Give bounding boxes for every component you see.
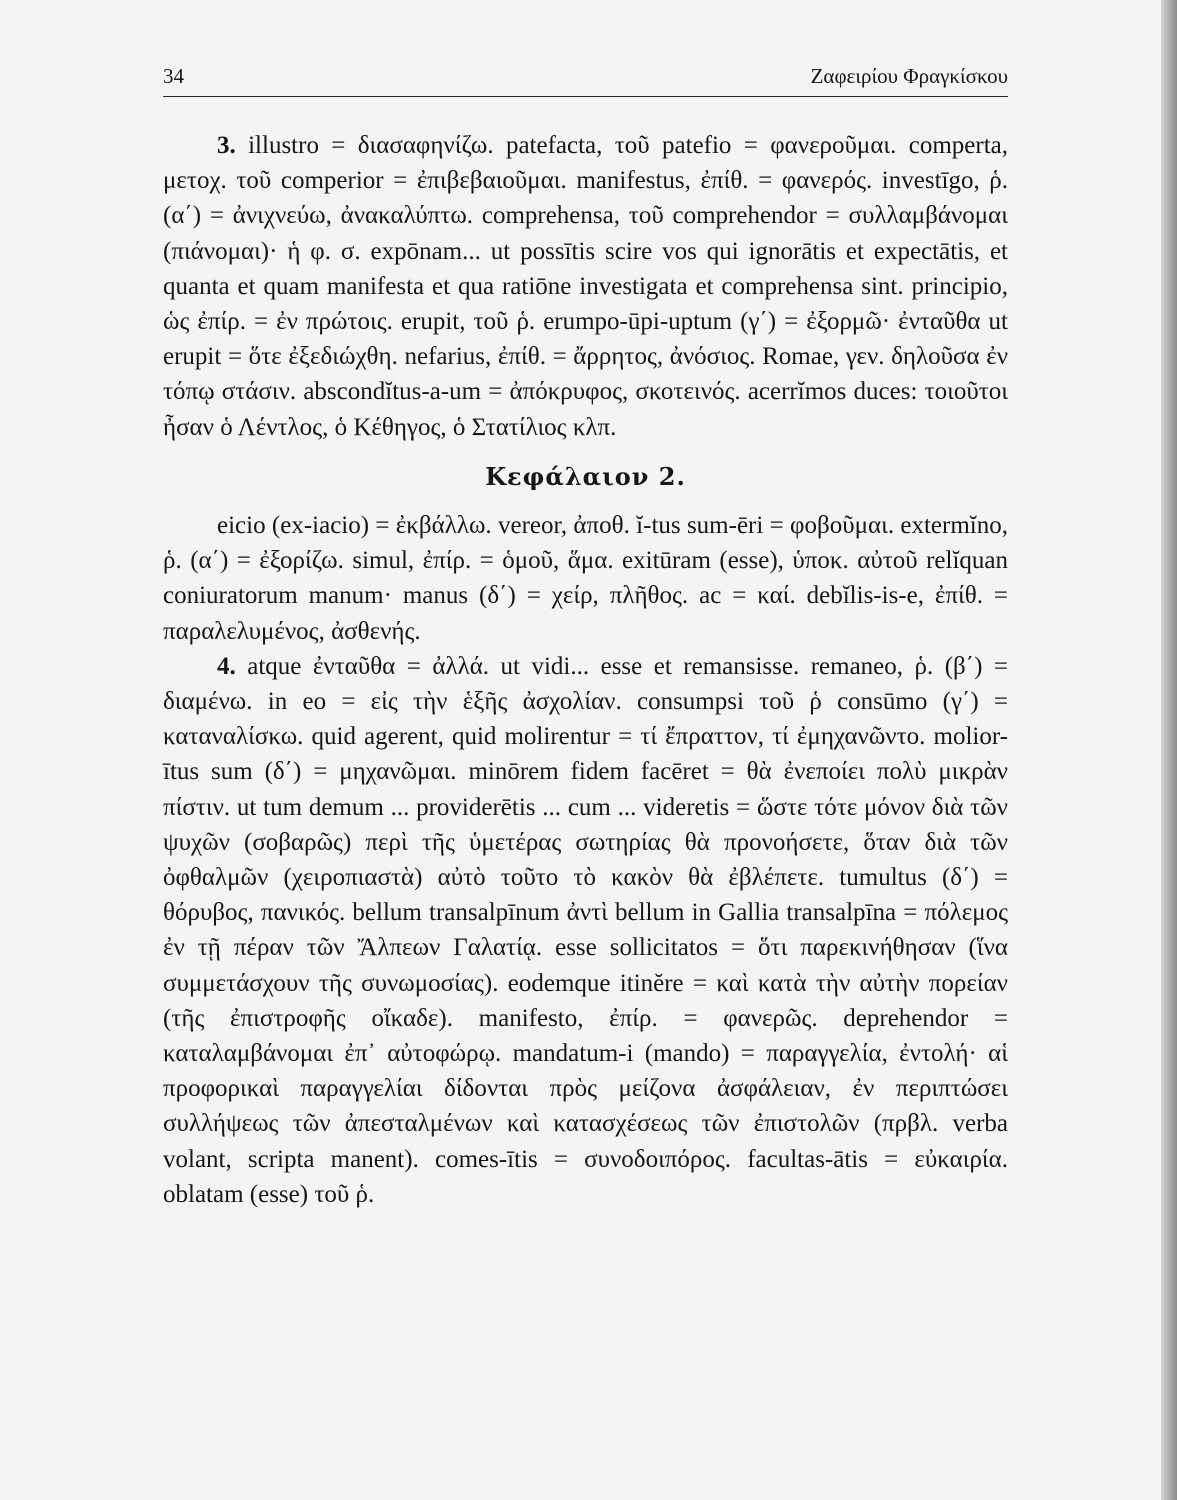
chapter-intro-paragraph: eicio (ex-iacio) = ἐκβάλλω. vereor, ἀποθ. ĭ-tus sum-ēri = φοβοῦμαι. extermĭno, ῥ. (α΄) = ἐξορίζω. simul, ἐπίρ. = ὁμοῦ, ἅμα. exitūram (esse), ὑποκ. αὐτοῦ relĭquan coniuratorum manum· manus (δ΄) = χείρ, πλῆθος. ac = καί. debĭlis-is-e, ἐπίθ. = παραλελυμένος, ἀσθενής. (163, 512, 1008, 645)
section-4-label: 4. (217, 652, 236, 680)
page-body (163, 128, 1008, 1212)
section-4-text: atque ἐνταῦθα = ἀλλά. ut vidi... esse et remansisse. remaneo, ῥ. (β΄) = διαμένω. in eo = εἰς τὴν ἑξῆς ἀσχολίαν. consumpsi τοῦ ῥ consūmo (γ΄) = καταναλίσκω. quid agerent, quid molirentur = τί ἔπραττον, τί ἐμηχανῶντο. molior-ītus sum (δ΄) = μηχανῶμαι. minōrem fidem facēret = θὰ ἐνεποίει πολὺ μικρὰν πίστιν. ut tum demum ... providerētis ... cum ... videretis = ὥστε τότε μόνον διὰ τῶν ψυχῶν (σοβαρῶς) περὶ τῆς ὑμετέρας σωτηρίας θὰ προνοήσετε, ὅταν διὰ τῶν ὀφθαλμῶν (χειροπιαστὰ) αὐτὸ τοῦτο τὸ κακὸν θὰ ἐβλέπετε. tumultus (δ΄) = θόρυβος, πανικός. bellum transalpīnum ἀντὶ bellum in Gallia transalpīna = πόλεμος ἐν τῇ πέραν τῶν Ἄλπεων Γαλατίᾳ. esse sollicitatos = ὅτι παρεκινήθησαν (ἵνα συμμετάσχουν τῆς συνωμοσίας). eodemque itinĕre = καὶ κατὰ τὴν αὐτὴν πορείαν (τῆς ἐπιστροφῆς οἴκαδε). manifesto, ἐπίρ. = φανερῶς. deprehendor = καταλαμβάνομαι ἐπ᾽ αὐτοφώρῳ. mandatum-i (mando) = παραγγελία, ἐντολή· αἱ προφορικαὶ παραγγελίαι δίδονται πρὸς μείζονα ἀσφάλειαν, ἐν περιπτώσει συλλήψεως τῶν ἀπεσταλμένων καὶ κατασχέσεως τῶν ἐπιστολῶν (πρβλ. verba volant, scripta manent). comes-ītis = συνοδοιπόρος. facultas-ātis = εὐκαιρία. oblatam (esse) τοῦ ῥ. (163, 652, 1008, 1208)
section-3-label: 3. (217, 132, 236, 159)
book-title: Ζαφειρίου Φραγκίσκου (810, 64, 1008, 88)
section-4-paragraph (163, 649, 1008, 1212)
chapter-heading: Κεφάλαιον 2. (485, 461, 686, 491)
page-number: 34 (163, 64, 184, 88)
running-header (163, 60, 1008, 97)
section-3-text: illustro = διασαφηνίζω. patefacta, τοῦ patefio = φανεροῦμαι. comperta, μετοχ. τοῦ comperior = ἐπιβεβαιοῦμαι. manifestus, ἐπίθ. = φανερός. investīgo, ῥ. (α΄) = ἀνιχνεύω, ἀνακαλύπτω. comprehensa, τοῦ comprehendor = συλλαμβάνομαι (πιάνομαι)· ἡ φ. σ. expōnam... ut possītis scire vos qui ignorātis et expectātis, et quanta et quam manifesta et qua ratiōne investigata et comprehensa sint. principio, ὡς ἐπίρ. = ἐν πρώτοις. erupit, τοῦ ῥ. erumpo-ūpi-uptum (γ΄) = ἐξορμῶ· ἐνταῦθα ut erupit = ὅτε ἐξεδιώχθη. nefarius, ἐπίθ. = ἄρρητος, ἀνόσιος. Romae, γεν. δηλοῦσα ἐν τόπῳ στάσιν. abscondĭtus-a-um = ἀπόκρυφος, σκοτεινός. acerrĭmos duces: τοιοῦτοι ἦσαν ὁ Λέντλος, ὁ Κέθηγος, ὁ Στατίλιος κλπ. (163, 132, 1008, 441)
section-3-paragraph (163, 128, 1008, 445)
page-edge-shadow (1161, 0, 1177, 1500)
